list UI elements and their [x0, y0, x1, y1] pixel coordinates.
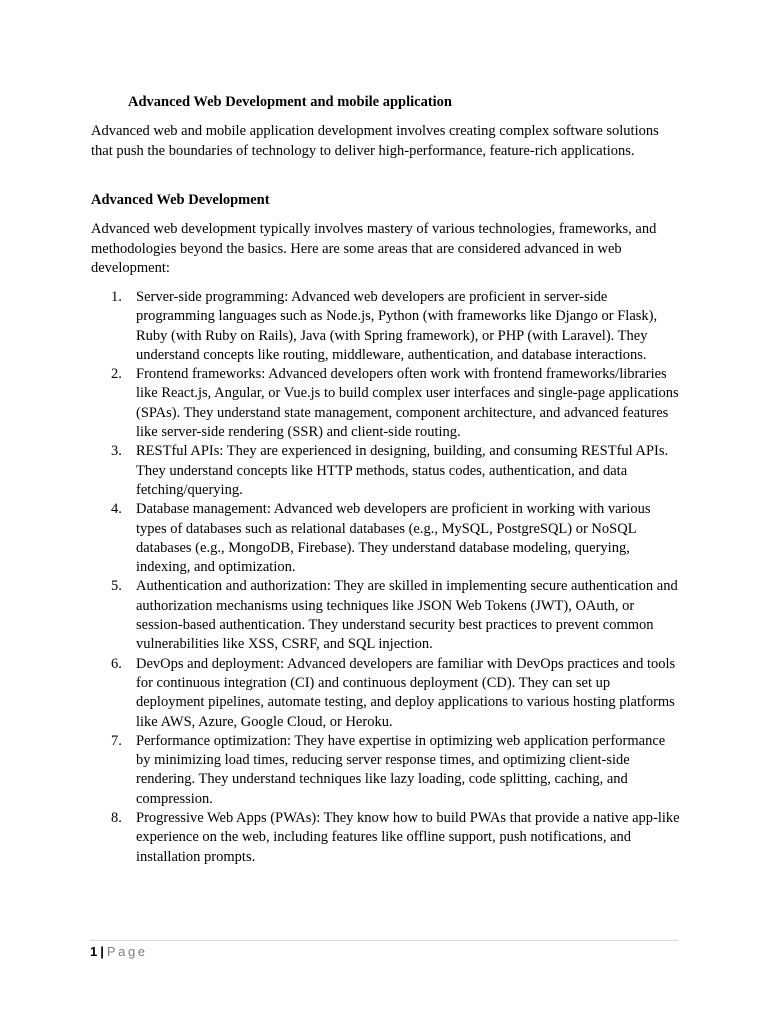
- list-item: [91, 288, 681, 365]
- document-title: Advanced Web Development and mobile application: [128, 94, 452, 110]
- list-item-number: 2.: [111, 366, 122, 383]
- list-item: [91, 500, 681, 577]
- list-item-number: 3.: [111, 443, 122, 460]
- page-label: Page: [106, 944, 148, 959]
- list-item-number: 6.: [111, 655, 122, 672]
- list-item-number: 4.: [111, 501, 122, 518]
- list-item: [91, 577, 681, 654]
- list-item-number: 8.: [111, 810, 122, 827]
- list-item: [91, 809, 681, 867]
- page-number: 1: [90, 944, 98, 959]
- list-item-number: 5.: [111, 578, 122, 595]
- intro-paragraph: Advanced web and mobile application development involves creating complex software solutions that push the boundaries of technology to deliver high-performance, feature-rich applications.: [91, 123, 659, 159]
- list-item-text: Progressive Web Apps (PWAs): They know how to build PWAs that provide a native app-like experience on the web, including features like offline support, push notifications, and installation prompts.: [136, 810, 680, 865]
- list-item-text: RESTful APIs: They are experienced in designing, building, and consuming RESTful APIs. They understand concepts like HTTP methods, status codes, authentication, and data fetching/querying.: [136, 443, 669, 498]
- list-item: [91, 732, 681, 809]
- section-intro-paragraph: Advanced web development typically involves mastery of various technologies, frameworks, and methodologies beyond the basics. Here are some areas that are considered advanced in web development:: [91, 221, 657, 276]
- list-item-number: 7.: [111, 732, 122, 749]
- list-item-text: Authentication and authorization: They are skilled in implementing secure authentication and authorization mechanisms using techniques like JSON Web Tokens (JWT), OAuth, or session-based authentication. They understand security best practices to prevent common vulnerabilities like XSS, CSRF, and SQL injection.: [136, 578, 678, 653]
- advanced-areas-list: [91, 288, 681, 867]
- footer-divider: [90, 940, 678, 941]
- list-item: [91, 442, 681, 500]
- list-item-text: DevOps and deployment: Advanced developers are familiar with DevOps practices and tools for continuous integration (CI) and continuous deployment (CD). They can set up deployment pipelines, automate testing, and deploy applications to various hosting platforms like AWS, Azure, Google Cloud, or Heroku.: [136, 655, 676, 730]
- list-item-text: Frontend frameworks: Advanced developers often work with frontend frameworks/libraries like React.js, Angular, or Vue.js to build complex user interfaces and single-page applications (SPAs). They understand state management, component architecture, and advanced features like server-side rendering (SSR) and client-side routing.: [136, 366, 679, 441]
- list-item: [91, 365, 681, 442]
- section-heading: Advanced Web Development: [91, 192, 270, 208]
- list-item-text: Database management: Advanced web developers are proficient in working with various types of databases such as relational databases (e.g., MySQL, PostgreSQL) or NoSQL databases (e.g., MongoDB, Firebase). They understand database modeling, querying, indexing, and optimization.: [136, 501, 651, 576]
- footer-separator: |: [100, 944, 104, 959]
- list-item-text: Performance optimization: They have expertise in optimizing web application performance by minimizing load times, reducing server response times, and optimizing client-side rendering. They understand techniques like lazy loading, code splitting, caching, and compression.: [136, 732, 666, 807]
- list-item-number: 1.: [111, 289, 122, 305]
- list-item: [91, 655, 681, 732]
- page-footer: [90, 943, 148, 960]
- list-item-text: Server-side programming: Advanced web developers are proficient in server-side programming languages such as Node.js, Python (with frameworks like Django or Flask), Ruby (with Ruby on Rails), Java (with Spring framework), or PHP (with Laravel). They understand concepts like routing, middleware, authentication, and database interactions.: [136, 289, 658, 363]
